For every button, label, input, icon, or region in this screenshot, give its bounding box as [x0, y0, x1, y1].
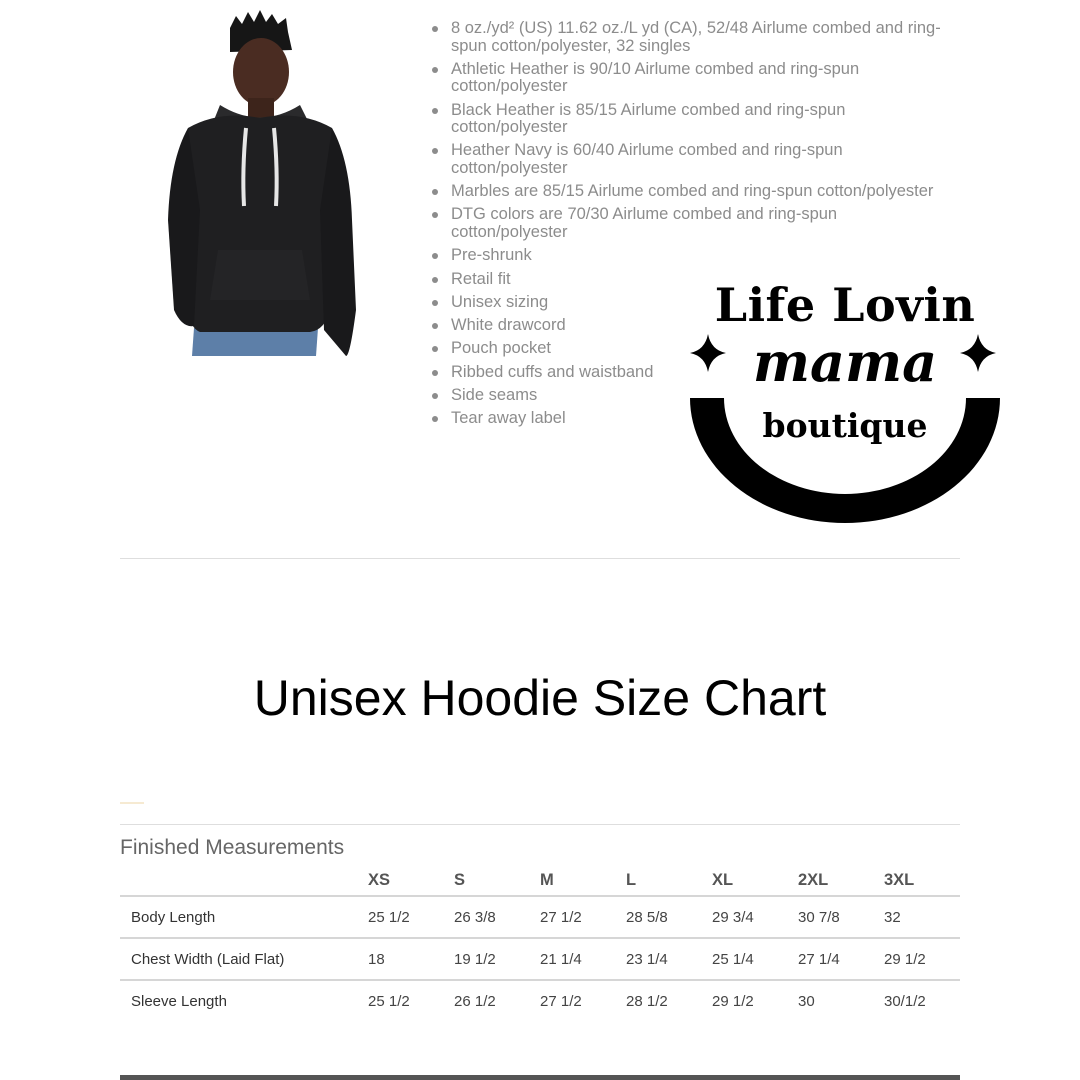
- row-label: Sleeve Length: [131, 992, 227, 1010]
- feature-item: 8 oz./yd² (US) 11.62 oz./L yd (CA), 52/48 Airlume combed and ring-spun cotton/polyester, 32 singles: [430, 20, 950, 55]
- table-cell: 21 1/4: [540, 938, 626, 980]
- table-cell: 26 1/2: [454, 992, 496, 1010]
- table-row: [120, 980, 960, 1021]
- table-cell: 25 1/2: [368, 992, 410, 1010]
- feature-item: Ribbed cuffs and waistband: [430, 364, 950, 382]
- feature-item: Black Heather is 85/15 Airlume combed and ring-spun cotton/polyester: [430, 102, 950, 137]
- table-cell: 25 1/2: [368, 896, 454, 938]
- feature-item: Heather Navy is 60/40 Airlume combed and ring-spun cotton/polyester: [430, 142, 950, 177]
- table-cell: 27 1/4: [798, 938, 884, 980]
- table-cell: 26 3/8: [454, 896, 540, 938]
- row-label: Body Length: [120, 896, 368, 938]
- table-cell: 30 7/8: [798, 896, 884, 938]
- table-cell: 19 1/2: [454, 938, 540, 980]
- feature-item: White drawcord: [430, 317, 950, 335]
- logo-text-boutique: boutique: [762, 406, 928, 445]
- page-title: Unisex Hoodie Size Chart: [253, 670, 827, 726]
- table-row: [120, 938, 960, 980]
- section-divider: [120, 824, 960, 825]
- table-cell: 30: [798, 992, 815, 1010]
- table-cell: 30/1/2: [884, 992, 926, 1010]
- feature-item: Athletic Heather is 90/10 Airlume combed and ring-spun cotton/polyester: [430, 61, 950, 96]
- size-header-row: [120, 865, 960, 896]
- size-table: [120, 865, 960, 1021]
- size-header: L: [626, 865, 712, 896]
- feature-item: DTG colors are 70/30 Airlume combed and ring-spun cotton/polyester: [430, 206, 950, 241]
- faint-mark: [120, 802, 144, 804]
- product-photo: [160, 10, 360, 356]
- bottom-bar: [120, 1075, 960, 1080]
- size-header: XL: [712, 865, 798, 896]
- table-cell: 29 3/4: [712, 896, 798, 938]
- table-row: [120, 896, 960, 938]
- table-cell: 32: [884, 896, 960, 938]
- logo-text-life-lovin: Life Lovin: [714, 278, 976, 332]
- table-cell: 27 1/2: [540, 896, 626, 938]
- feature-item: Tear away label: [430, 410, 950, 428]
- brand-logo: [680, 270, 1010, 530]
- feature-item: Retail fit: [430, 271, 950, 289]
- size-header: M: [540, 865, 626, 896]
- table-cell: 23 1/4: [626, 938, 712, 980]
- logo-text-mama: mama: [752, 330, 938, 394]
- size-header: XS: [368, 865, 454, 896]
- size-header: 2XL: [798, 865, 884, 896]
- table-cell: 18: [368, 938, 454, 980]
- section-divider: [120, 558, 960, 559]
- table-cell: 29 1/2: [884, 938, 960, 980]
- feature-item: Pre-shrunk: [430, 247, 950, 265]
- feature-item: Marbles are 85/15 Airlume combed and ring-spun cotton/polyester: [430, 183, 950, 201]
- table-cell: 27 1/2: [540, 992, 582, 1010]
- feature-item: Side seams: [430, 387, 950, 405]
- table-cell: 29 1/2: [712, 992, 754, 1010]
- table-cell: 28 1/2: [626, 992, 668, 1010]
- feature-item: Unisex sizing: [430, 294, 950, 312]
- size-header: 3XL: [884, 865, 960, 896]
- table-cell: 25 1/4: [712, 938, 798, 980]
- hoodie-model-illustration: [160, 10, 360, 356]
- header-blank: [120, 865, 368, 896]
- row-label: Chest Width (Laid Flat): [120, 938, 368, 980]
- table-cell: 28 5/8: [626, 896, 712, 938]
- measurements-heading: Finished Measurements: [120, 836, 345, 859]
- size-header: S: [454, 865, 540, 896]
- feature-item: Pouch pocket: [430, 340, 950, 358]
